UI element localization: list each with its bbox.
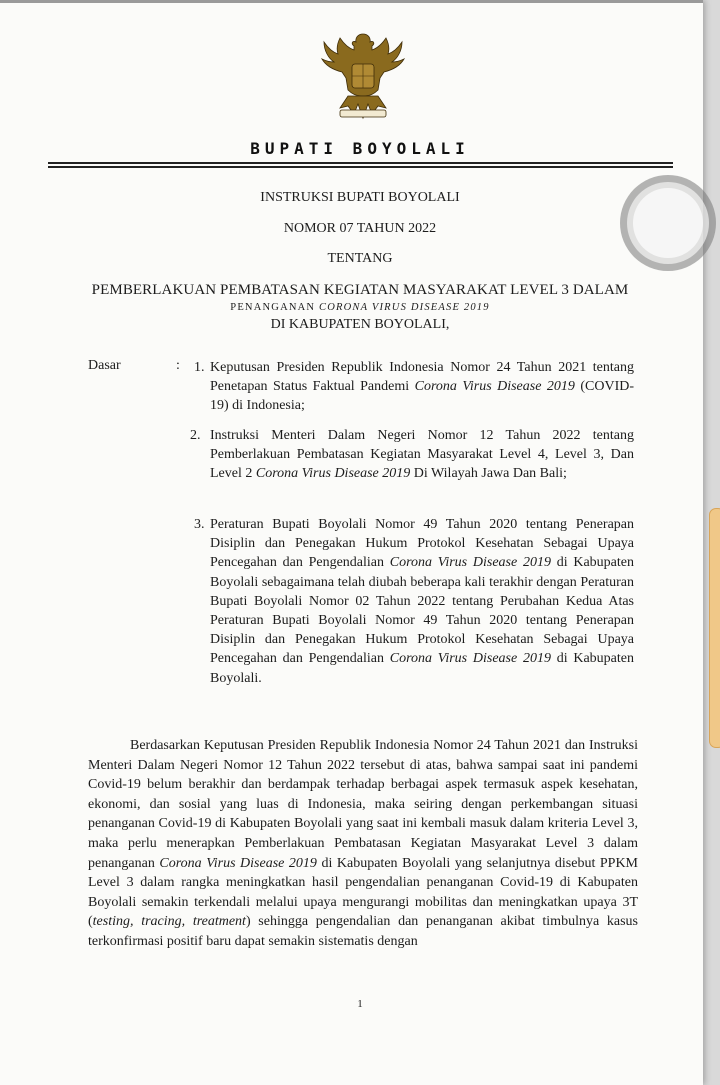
dasar-colon: : — [176, 358, 180, 373]
title-main: PEMBERLAKUAN PEMBATASAN KEGIATAN MASYARAKAT LEVEL 3 DALAM — [91, 282, 629, 298]
garuda-emblem — [318, 28, 408, 124]
header-rule — [48, 162, 673, 164]
scroll-handle-knob[interactable] — [633, 188, 703, 258]
item-text: Instruksi Menteri Dalam Negeri Nomor 12 Tahun 2022 tentang Pemberlakuan Pembatasan Kegiatan Masyarakat Level 4, Level 3, Dan Level 2 Corona Virus Disease 2019 Di Wilayah Jawa Dan Bali; — [210, 428, 634, 482]
edge-panel-tab[interactable] — [709, 508, 720, 748]
paragraph-text: Berdasarkan Keputusan Presiden Republik Indonesia Nomor 24 Tahun 2021 dan Instruksi Menteri Dalam Negeri Nomor 12 Tahun 2022 tersebut di atas, bahwa sampai saat ini pandemi Covid-19 belum berakhir dan berdampak terhadap berbagai aspek termasuk aspek kesehatan, ekonomi, dan sosial yang luas di Indonesia, maka seiring dengan perkembangan situasi penanganan Covid-19 di Kabupaten Boyolali yang saat ini kembali masuk dalam kriteria Level 3, maka perlu menerapkan Pemberlakuan Pembatasan Kegiatan Masyarakat Level 3 dalam penanganan Corona Virus Disease 2019 di Kabupaten Boyolali yang selanjutnya disebut PPKM Level 3 dalam rangka meningkatkan hasil pengendalian penanganan Covid-19 di Kabupaten Boyolali semakin terkendali melalui upaya mengurangi mobilitas dan meningkatkan upaya 3T (testing, tracing, treatment) sehingga pengendalian dan penanganan akibat timbulnya kasus terkonfirmasi positif baru dapat semakin sistematis dengan — [88, 738, 639, 949]
item-number: 2. — [190, 428, 201, 443]
dasar-item — [194, 358, 634, 416]
item-text: Peraturan Bupati Boyolali Nomor 49 Tahun 2020 tentang Penerapan Disiplin dan Penegakan Hukum Protokol Kesehatan Sebagai Upaya Pencegahan dan Pengendalian Corona Virus Disease 2019 di Kabupaten Boyolali sebagaimana telah diubah beberapa kali terakhir dengan Peraturan Bupati Boyolali Nomor 02 Tahun 2022 tentang Perubahan Kedua Atas Peraturan Bupati Boyolali Nomor 49 Tahun 2020 tentang Penerapan Disiplin dan Penegakan Hukum Protokol Kesehatan Sebagai Upaya Pencegahan dan Pengendalian Corona Virus Disease 2019 di Kabupaten Boyolali. — [210, 517, 635, 686]
title-nomor: NOMOR 07 TAHUN 2022 — [283, 221, 437, 236]
item-number: 3. — [194, 517, 205, 532]
title-sub — [0, 302, 703, 313]
header-rule — [48, 166, 673, 168]
page-number: 1 — [357, 998, 363, 1010]
dasar-label: Dasar — [88, 358, 121, 373]
title-sub-italic: CORONA VIRUS DISEASE 2019 — [319, 302, 490, 313]
fast-scroll-handle[interactable] — [620, 175, 716, 271]
header-title: BUPATI BOYOLALI — [250, 139, 470, 158]
item-number: 1. — [194, 360, 205, 375]
body-paragraph — [88, 736, 638, 952]
title-tentang: TENTANG — [327, 251, 393, 266]
dasar-item — [194, 515, 634, 688]
page-top-edge — [0, 0, 703, 3]
title-instruksi: INSTRUKSI BUPATI BOYOLALI — [260, 190, 460, 205]
title-sub-prefix: PENANGANAN — [230, 302, 320, 313]
item-text: Keputusan Presiden Republik Indonesia Nomor 24 Tahun 2021 tentang Penetapan Status Faktual Pandemi Corona Virus Disease 2019 (COVID-19) di Indonesia; — [210, 360, 635, 414]
title-location: DI KABUPATEN BOYOLALI, — [270, 317, 450, 332]
dasar-item — [190, 426, 634, 484]
